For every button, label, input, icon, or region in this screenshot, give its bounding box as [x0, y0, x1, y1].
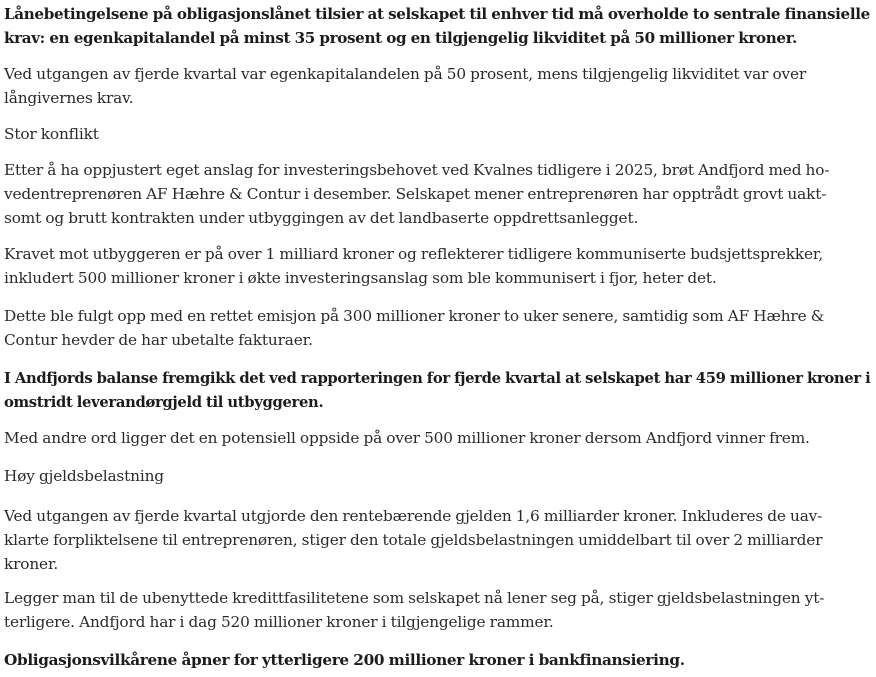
- text-line: kroner.: [4, 555, 59, 573]
- text-line: Contur hevder de har ubetalte fakturaer.: [4, 331, 313, 349]
- text-line: I Andfjords balanse fremgikk det ved rapporteringen for fjerde kvartal at selskapet har 459 millioner kroner i: [4, 369, 871, 387]
- text-line: Lånebetingelsene på obligasjonslånet tilsier at selskapet til enhver tid må overholde to sentrale finansielle: [4, 5, 870, 23]
- paragraph-bond-terms: [4, 648, 685, 672]
- paragraph-emission: [4, 304, 824, 352]
- subheading-text: Stor konflikt: [4, 125, 99, 143]
- subheading-text: Høy gjeldsbelastning: [4, 467, 164, 485]
- paragraph-credit-facilities: [4, 586, 824, 634]
- text-line: långivernes krav.: [4, 89, 134, 107]
- paragraph-balance-sheet: [4, 366, 876, 414]
- paragraph-equity-ratio: [4, 62, 806, 110]
- lead-paragraph-loan-terms: [4, 2, 876, 50]
- text-line: somt og brutt kontrakten under utbyggingen av det landbaserte oppdrettsanlegget.: [4, 209, 639, 227]
- paragraph-upside: [4, 426, 810, 450]
- text-line: Legger man til de ubenyttede kredittfasilitetene som selskapet nå lener seg på, stiger gjeldsbelastningen yt-: [4, 589, 825, 607]
- paragraph-claim-amount: [4, 242, 823, 290]
- text-line: klarte forpliktelsene til entreprenøren, stiger den totale gjeldsbelastningen umiddelbart til over 2 milliarder: [4, 531, 823, 549]
- text-line: Ved utgangen av fjerde kvartal utgjorde den rentebærende gjelden 1,6 milliarder kroner. Inkluderes de uav-: [4, 507, 823, 525]
- subheading-stor-konflikt: [4, 122, 99, 146]
- text-line: inkludert 500 millioner kroner i økte investeringsanslag som ble kommunisert i fjor, heter det.: [4, 269, 717, 287]
- text-line: Obligasjonsvilkårene åpner for ytterligere 200 millioner kroner i bankfinansiering.: [4, 651, 685, 669]
- text-line: Kravet mot utbyggeren er på over 1 milliard kroner og reflekterer tidligere kommuniserte budsjettsprekker,: [4, 245, 824, 263]
- paragraph-interest-bearing-debt: [4, 504, 822, 576]
- subheading-hoy-gjeldsbelastning: [4, 464, 164, 488]
- text-line: Med andre ord ligger det en potensiell oppside på over 500 millioner kroner dersom Andfjord vinner frem.: [4, 429, 810, 447]
- text-line: Dette ble fulgt opp med en rettet emisjon på 300 millioner kroner to uker senere, samtidig som AF Hæhre &: [4, 307, 825, 325]
- text-line: terligere. Andfjord har i dag 520 millioner kroner i tilgjengelige rammer.: [4, 613, 554, 631]
- paragraph-contractor-break: [4, 158, 829, 230]
- text-line: Etter å ha oppjustert eget anslag for investeringsbehovet ved Kvalnes tidligere i 2025, brøt Andfjord med ho-: [4, 161, 830, 179]
- text-line: krav: en egenkapitalandel på minst 35 prosent og en tilgjengelig likviditet på 50 millioner kroner.: [4, 29, 797, 47]
- text-line: vedentreprenøren AF Hæhre & Contur i desember. Selskapet mener entreprenøren har opptrådt grovt uakt-: [4, 185, 827, 203]
- text-line: omstridt leverandørgjeld til utbyggeren.: [4, 393, 324, 411]
- text-line: Ved utgangen av fjerde kvartal var egenkapitalandelen på 50 prosent, mens tilgjengelig likviditet var over: [4, 65, 807, 83]
